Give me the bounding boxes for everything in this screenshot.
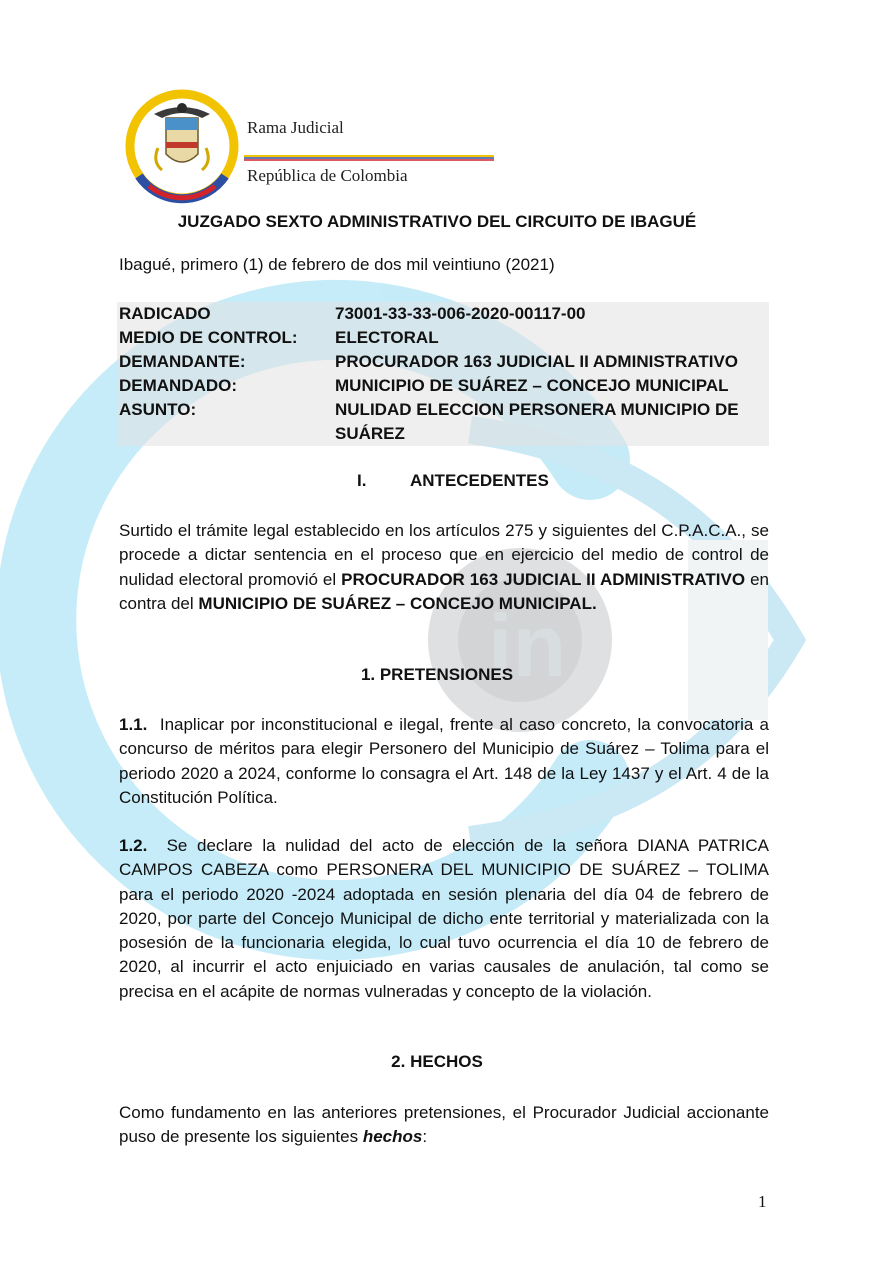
- watermark-text: in: [488, 596, 567, 695]
- org-subtitle: República de Colombia: [247, 166, 408, 185]
- item-text: Inaplicar por inconstitucional e ilegal, frente al caso concreto, la convocatoria a concurso de méritos para elegir Personero del Municipio de Suárez – Tolima para el periodo 2020 a 2024, conforme lo consagra el Art. 148 de la Ley 1437 y el Art. 4 de la Constitución Política.: [119, 715, 769, 807]
- paragraph-text: Como fundamento en las anteriores pretensiones, el Procurador Judicial accionante puso de presente los siguientes: [119, 1103, 769, 1147]
- antecedentes-paragraph: [119, 519, 769, 616]
- section-number: I.: [357, 471, 367, 490]
- item-number: 1.2.: [119, 836, 148, 855]
- item-text: Se declare la nulidad del acto de elección de la señora DIANA PATRICA CAMPOS CABEZA como PERSONERA DEL MUNICIPIO DE SUÁREZ – TOLIMA para el periodo 2020 -2024 adoptada en sesión plenaria del día 04 de febrero de 2020, por parte del Concejo Municipal de dicho ente territorial y materializada con la posesión de la funcionaria elegida, lo cual tuvo ocurrencia el día 10 de febrero de 2020, al incurrir el acto enjuiciado en varias causales de anulación, tal como se precisa en el acápite de normas vulneradas y concepto de la violación.: [119, 836, 769, 1001]
- case-value: ELECTORAL: [335, 328, 439, 347]
- coat-of-arms-icon: [124, 88, 496, 208]
- case-label: RADICADO: [119, 304, 211, 323]
- hechos-intro: [119, 1101, 769, 1150]
- item-number: 1.1.: [119, 715, 148, 734]
- case-label: DEMANDANTE:: [119, 352, 246, 371]
- defendant-name: MUNICIPIO DE SUÁREZ – CONCEJO MUNICIPAL.: [198, 593, 597, 613]
- case-value: MUNICIPIO DE SUÁREZ – CONCEJO MUNICIPAL: [335, 376, 729, 395]
- case-value: PROCURADOR 163 JUDICIAL II ADMINISTRATIVO: [335, 352, 739, 371]
- paragraph-text: en contra del: [119, 569, 769, 613]
- case-label: ASUNTO:: [119, 400, 197, 419]
- case-value: 73001-33-33-006-2020-00117-00: [335, 304, 586, 323]
- punctuation: :: [422, 1127, 428, 1147]
- section-title: ANTECEDENTES: [410, 471, 549, 490]
- plaintiff-name: PROCURADOR 163 JUDICIAL II ADMINISTRATIVO: [341, 569, 746, 589]
- court-title: JUZGADO SEXTO ADMINISTRATIVO DEL CIRCUITO DE IBAGUÉ: [177, 212, 697, 231]
- pretensiones-title: 1. PRETENSIONES: [360, 665, 514, 684]
- date-line: Ibagué, primero (1) de febrero de dos mil veintiuno (2021): [119, 255, 555, 274]
- case-value: NULIDAD ELECCION PERSONERA MUNICIPIO DE SUÁREZ: [335, 400, 739, 443]
- paragraph-text: Surtido el trámite legal establecido en los artículos 275 y siguientes del C.P.A.C.A., se procede a dictar sentencia en el proceso que en ejercicio del medio de control de nulidad electoral promovió el: [119, 521, 769, 589]
- case-label: DEMANDADO:: [119, 376, 238, 395]
- case-info-table: [117, 302, 769, 446]
- rama-judicial-logo: [124, 88, 496, 208]
- pretension-item: [119, 713, 769, 810]
- org-name: Rama Judicial: [247, 118, 344, 137]
- case-label: MEDIO DE CONTROL:: [119, 328, 298, 347]
- page-number: 1: [758, 1192, 767, 1211]
- emphasis-text: hechos: [362, 1127, 423, 1147]
- hechos-title: 2. HECHOS: [391, 1052, 483, 1071]
- pretension-item: [119, 834, 769, 1004]
